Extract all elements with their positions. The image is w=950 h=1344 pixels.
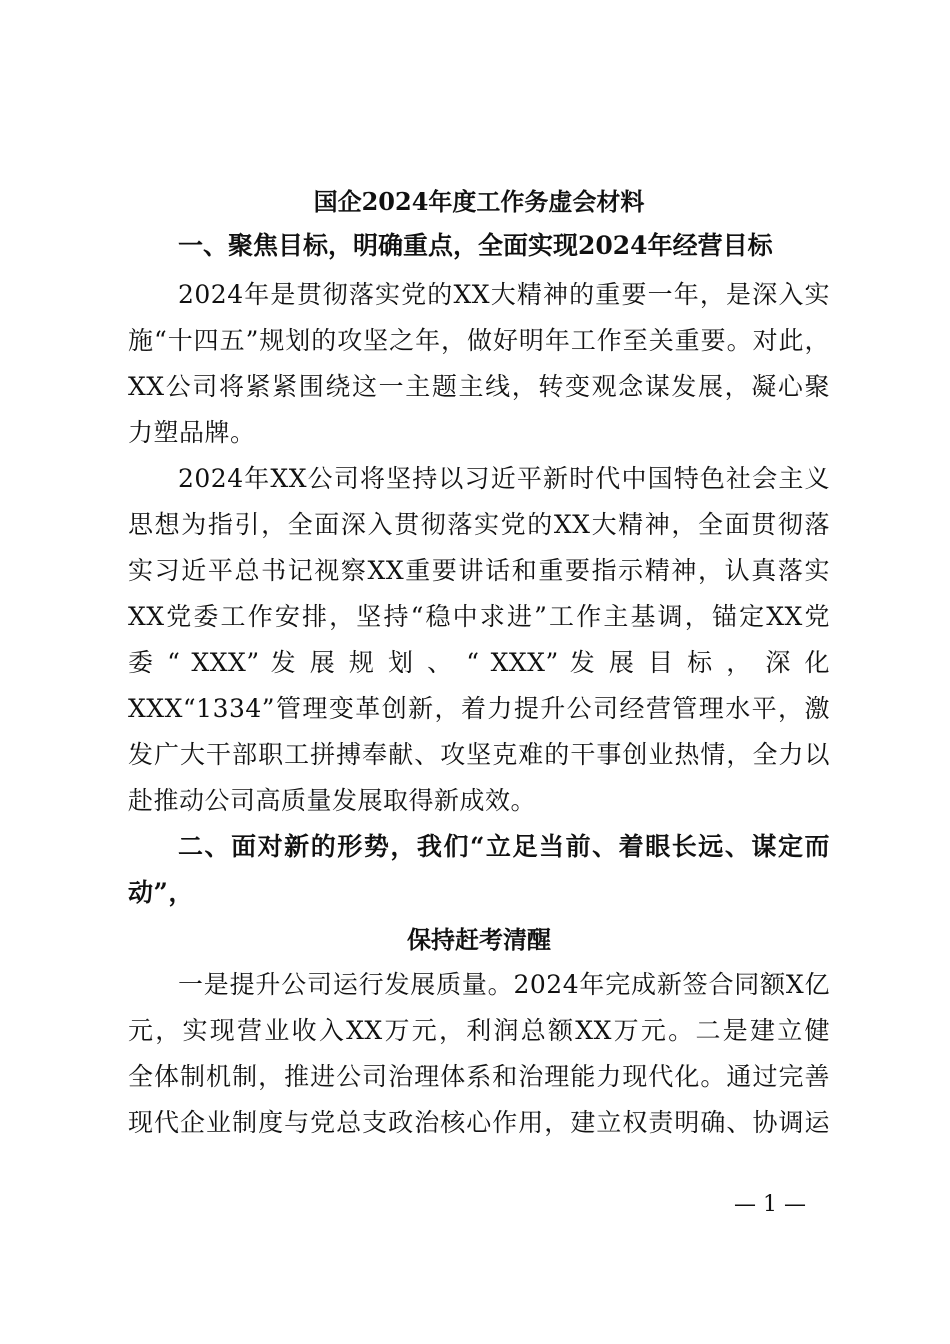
paragraph-line: XX公司将紧紧围绕这一主题主线，转变观念谋发展，凝心聚 <box>128 372 830 401</box>
paragraph-line: XXX“1334”管理变革创新，着力提升公司经营管理水平，激 <box>128 694 830 723</box>
paragraph-line: 一是提升公司运行发展质量。2024年完成新签合同额X亿 <box>178 970 830 999</box>
paragraph-line: 实习近平总书记视察XX重要讲话和重要指示精神，认真落实 <box>128 556 830 585</box>
paragraph-line: 思想为指引，全面深入贯彻落实党的XX大精神，全面贯彻落 <box>128 510 830 539</box>
paragraph-line: 施“十四五”规划的攻坚之年，做好明年工作至关重要。对此， <box>128 326 830 355</box>
page-number: — 1 — <box>734 1192 806 1217</box>
paragraph-line: 赴推动公司高质量发展取得新成效。 <box>128 786 537 815</box>
section-2-heading <box>128 824 830 916</box>
paragraph-line: 全体制机制，推进公司治理体系和治理能力现代化。通过完善 <box>128 1062 830 1091</box>
heading-line: 动”， <box>128 878 194 907</box>
paragraph-line: 发广大干部职工拼搏奉献、攻坚克难的干事创业热情，全力以 <box>128 740 830 769</box>
paragraph-line: 2024年XX公司将坚持以习近平新时代中国特色社会主义 <box>178 464 830 493</box>
section-2-subheading: 保持赶考清醒 <box>407 925 551 954</box>
document-title: 国企2024年度工作务虚会材料 <box>313 187 645 216</box>
paragraph-line: 2024年是贯彻落实党的XX大精神的重要一年，是深入实 <box>178 280 830 309</box>
paragraph-line: 现代企业制度与党总支政治核心作用，建立权责明确、协调运 <box>128 1108 830 1137</box>
section-1-paragraph-2 <box>128 456 830 824</box>
section-1-heading: 一、聚焦目标，明确重点，全面实现2024年经营目标 <box>178 231 773 260</box>
paragraph-line: 力塑品牌。 <box>128 418 256 447</box>
paragraph-line: 委 “ XXX” 发 展 规 划 、 “ XXX” 发 展 目 标 ， 深 化 <box>128 648 830 677</box>
paragraph-line: 元，实现营业收入XX万元，利润总额XX万元。二是建立健 <box>128 1016 830 1045</box>
section-1-paragraph-1 <box>128 272 830 456</box>
paragraph-line: XX党委工作安排，坚持“稳中求进”工作主基调，锚定XX党 <box>128 602 830 631</box>
section-2-paragraph-1 <box>128 962 830 1146</box>
heading-line: 二、面对新的形势，我们“立足当前、着眼长远、谋定而 <box>178 832 830 861</box>
